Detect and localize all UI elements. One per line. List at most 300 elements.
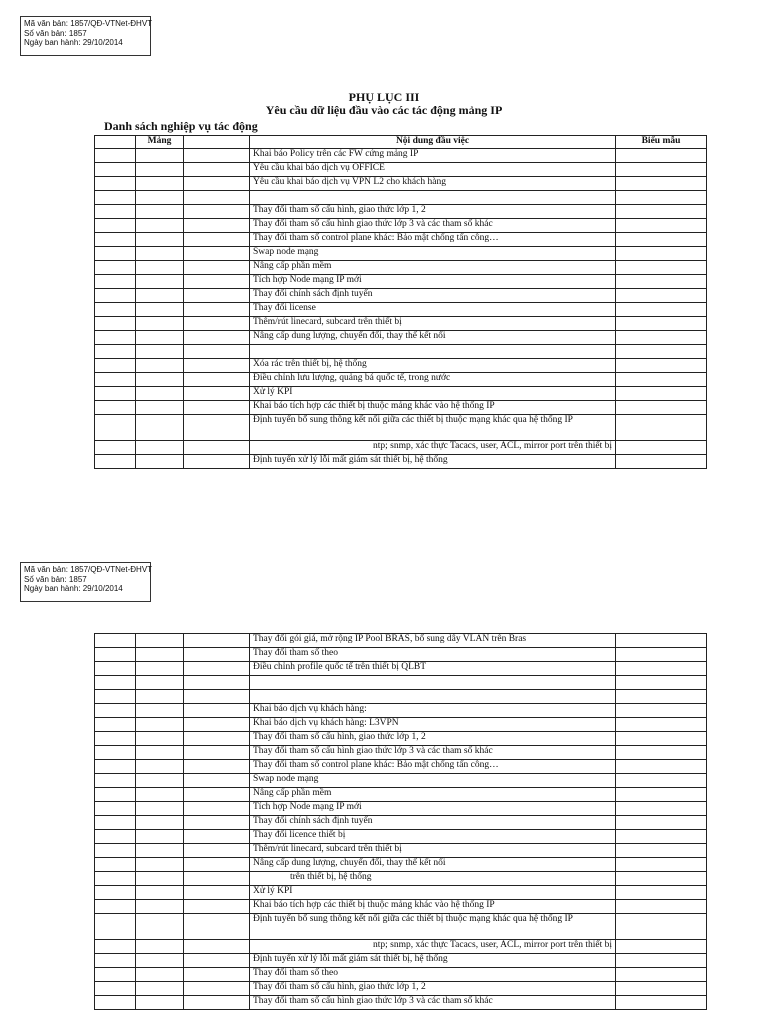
empty-cell: [136, 914, 184, 940]
table-row: [95, 746, 707, 760]
empty-cell: [95, 441, 136, 455]
document-number: Số văn bản: 1857: [24, 574, 87, 584]
table-row: [95, 996, 707, 1010]
table-row: [95, 704, 707, 718]
table-row: [95, 317, 707, 331]
empty-cell: [184, 205, 250, 219]
table-row: [95, 359, 707, 373]
empty-cell: [95, 954, 136, 968]
task-cell: Định tuyến xử lý lỗi mất giám sát thiết bị, hệ thống: [250, 954, 616, 968]
task-cell: Swap node mạng: [250, 247, 616, 261]
task-cell: Thay đổi tham số theo: [250, 968, 616, 982]
table-row: [95, 373, 707, 387]
column-header: [95, 136, 136, 149]
empty-cell: [616, 401, 707, 415]
task-cell: Khai báo tích hợp các thiết bị thuộc mảng khác vào hệ thống IP: [250, 900, 616, 914]
empty-cell: [136, 359, 184, 373]
empty-cell: [184, 455, 250, 469]
empty-cell: [136, 373, 184, 387]
empty-cell: [136, 982, 184, 996]
task-table-page-1: [94, 135, 707, 469]
empty-cell: [95, 844, 136, 858]
empty-cell: [95, 816, 136, 830]
empty-cell: [616, 233, 707, 247]
empty-cell: [95, 872, 136, 886]
empty-cell: [136, 163, 184, 177]
empty-cell: [184, 233, 250, 247]
empty-cell: [95, 401, 136, 415]
task-cell: Định tuyến bổ sung thông kết nối giữa các thiết bị thuộc mạng khác qua hệ thống IP: [250, 914, 616, 940]
table-row: [95, 261, 707, 275]
empty-cell: [616, 858, 707, 872]
empty-cell: [184, 149, 250, 163]
empty-cell: [616, 275, 707, 289]
empty-cell: [184, 303, 250, 317]
task-cell: Thay đổi licence thiết bị: [250, 830, 616, 844]
empty-cell: [136, 732, 184, 746]
empty-cell: [184, 401, 250, 415]
table-row: [95, 676, 707, 690]
empty-cell: [95, 387, 136, 401]
empty-cell: [616, 289, 707, 303]
empty-cell: [136, 247, 184, 261]
table-row: [95, 954, 707, 968]
empty-cell: [95, 345, 136, 359]
empty-cell: [616, 149, 707, 163]
empty-cell: [136, 774, 184, 788]
empty-cell: [616, 732, 707, 746]
empty-cell: [616, 802, 707, 816]
empty-cell: [95, 914, 136, 940]
task-cell: Thay đổi gói giá, mở rộng IP Pool BRAS, bổ sung dây VLAN trên Bras: [250, 634, 616, 648]
empty-cell: [184, 886, 250, 900]
empty-cell: [95, 359, 136, 373]
section-title: Danh sách nghiệp vụ tác động: [104, 119, 258, 133]
table-row: [95, 401, 707, 415]
empty-cell: [136, 662, 184, 676]
column-header-noi-dung: Nội dung đầu việc: [250, 136, 616, 149]
empty-cell: [616, 317, 707, 331]
empty-cell: [95, 275, 136, 289]
empty-cell: [184, 331, 250, 345]
empty-cell: [616, 746, 707, 760]
task-cell: [250, 676, 616, 690]
empty-cell: [136, 233, 184, 247]
task-cell: Khai báo dịch vụ khách hàng:: [250, 704, 616, 718]
document-code: Mã văn bản: 1857/QĐ-VTNet-ĐHVT: [24, 19, 153, 28]
empty-cell: [136, 746, 184, 760]
empty-cell: [184, 774, 250, 788]
table-row: [95, 331, 707, 345]
empty-cell: [184, 359, 250, 373]
table-row: [95, 387, 707, 401]
appendix-subtitle: Yêu cầu dữ liệu đầu vào các tác động mảng IP: [265, 103, 503, 117]
empty-cell: [616, 205, 707, 219]
table-row: [95, 648, 707, 662]
empty-cell: [95, 177, 136, 191]
empty-cell: [136, 261, 184, 275]
empty-cell: [616, 373, 707, 387]
document-number: Số văn bản: 1857: [24, 28, 87, 38]
empty-cell: [616, 415, 707, 441]
empty-cell: [616, 634, 707, 648]
task-cell: Thay đổi tham số control plane khác: Bảo mật chống tấn công…: [250, 233, 616, 247]
empty-cell: [136, 760, 184, 774]
empty-cell: [616, 331, 707, 345]
task-cell: Khai báo tích hợp các thiết bị thuộc mảng khác vào hệ thống IP: [250, 401, 616, 415]
empty-cell: [616, 954, 707, 968]
task-cell: ntp; snmp, xác thực Tacacs, user, ACL, mirror port trên thiết bị: [250, 441, 616, 455]
table-row: [95, 982, 707, 996]
task-cell: Thay đổi tham số theo: [250, 648, 616, 662]
empty-cell: [184, 191, 250, 205]
table-row: [95, 149, 707, 163]
task-cell: Thêm/rút linecard, subcard trên thiết bị: [250, 317, 616, 331]
empty-cell: [184, 914, 250, 940]
table-row: [95, 858, 707, 872]
empty-cell: [136, 788, 184, 802]
empty-cell: [136, 940, 184, 954]
task-cell: Thay đổi license: [250, 303, 616, 317]
empty-cell: [616, 760, 707, 774]
task-cell: Điều chỉnh lưu lượng, quảng bá quốc tế, trong nước: [250, 373, 616, 387]
table-row: [95, 247, 707, 261]
table-row: [95, 872, 707, 886]
empty-cell: [95, 900, 136, 914]
empty-cell: [616, 816, 707, 830]
empty-cell: [184, 732, 250, 746]
task-cell: Tích hợp Node mạng IP mới: [250, 802, 616, 816]
empty-cell: [616, 886, 707, 900]
table-row: [95, 690, 707, 704]
empty-cell: [184, 634, 250, 648]
empty-cell: [616, 718, 707, 732]
empty-cell: [95, 940, 136, 954]
empty-cell: [616, 177, 707, 191]
table-row: [95, 662, 707, 676]
table-row: [95, 455, 707, 469]
empty-cell: [616, 844, 707, 858]
empty-cell: [184, 676, 250, 690]
task-cell: Nâng cấp dung lượng, chuyển đổi, thay thế kết nối: [250, 858, 616, 872]
empty-cell: [616, 163, 707, 177]
empty-cell: [95, 802, 136, 816]
empty-cell: [95, 830, 136, 844]
empty-cell: [616, 345, 707, 359]
empty-cell: [184, 247, 250, 261]
table-row: [95, 219, 707, 233]
task-cell: Xử lý KPI: [250, 387, 616, 401]
table-row: [95, 718, 707, 732]
task-cell: Khai báo dịch vụ khách hàng: L3VPN: [250, 718, 616, 732]
empty-cell: [616, 968, 707, 982]
empty-cell: [136, 455, 184, 469]
empty-cell: [616, 996, 707, 1010]
table-row: [95, 345, 707, 359]
empty-cell: [136, 886, 184, 900]
table-row: [95, 177, 707, 191]
empty-cell: [616, 191, 707, 205]
empty-cell: [184, 648, 250, 662]
empty-cell: [136, 648, 184, 662]
empty-cell: [184, 177, 250, 191]
empty-cell: [184, 844, 250, 858]
table-row: [95, 289, 707, 303]
empty-cell: [616, 261, 707, 275]
task-cell: Thêm/rút linecard, subcard trên thiết bị: [250, 844, 616, 858]
empty-cell: [95, 191, 136, 205]
empty-cell: [616, 219, 707, 233]
table-row: [95, 732, 707, 746]
empty-cell: [616, 774, 707, 788]
appendix-title: PHỤ LỤC III: [348, 90, 420, 104]
empty-cell: [616, 690, 707, 704]
empty-cell: [184, 163, 250, 177]
empty-cell: [95, 858, 136, 872]
empty-cell: [184, 662, 250, 676]
empty-cell: [136, 996, 184, 1010]
empty-cell: [184, 345, 250, 359]
empty-cell: [184, 996, 250, 1010]
empty-cell: [136, 219, 184, 233]
task-cell: [250, 191, 616, 205]
empty-cell: [184, 830, 250, 844]
table-row: [95, 788, 707, 802]
empty-cell: [136, 954, 184, 968]
task-cell: [250, 345, 616, 359]
empty-cell: [136, 415, 184, 441]
task-cell: Nâng cấp phần mềm: [250, 788, 616, 802]
task-cell: Swap node mạng: [250, 774, 616, 788]
empty-cell: [184, 900, 250, 914]
empty-cell: [95, 373, 136, 387]
empty-cell: [184, 746, 250, 760]
empty-cell: [95, 289, 136, 303]
table-row: [95, 205, 707, 219]
empty-cell: [136, 900, 184, 914]
table-row: [95, 441, 707, 455]
empty-cell: [136, 275, 184, 289]
empty-cell: [136, 441, 184, 455]
table-row: [95, 191, 707, 205]
empty-cell: [95, 704, 136, 718]
empty-cell: [136, 205, 184, 219]
empty-cell: [616, 982, 707, 996]
empty-cell: [616, 387, 707, 401]
empty-cell: [95, 690, 136, 704]
task-cell: ntp; snmp, xác thực Tacacs, user, ACL, mirror port trên thiết bị: [250, 940, 616, 954]
empty-cell: [184, 982, 250, 996]
empty-cell: [136, 816, 184, 830]
empty-cell: [616, 830, 707, 844]
task-cell: Thay đổi tham số cấu hình, giao thức lớp 1, 2: [250, 732, 616, 746]
task-cell: [250, 690, 616, 704]
empty-cell: [616, 676, 707, 690]
empty-cell: [184, 872, 250, 886]
column-header-bieu-mau: Biểu mẫu: [616, 136, 707, 149]
table-row: [95, 844, 707, 858]
table-row: [95, 886, 707, 900]
empty-cell: [184, 718, 250, 732]
empty-cell: [95, 760, 136, 774]
empty-cell: [95, 732, 136, 746]
empty-cell: [136, 317, 184, 331]
table-row: [95, 940, 707, 954]
empty-cell: [95, 886, 136, 900]
table-row: [95, 816, 707, 830]
empty-cell: [95, 303, 136, 317]
column-header: [184, 136, 250, 149]
task-cell: Tích hợp Node mạng IP mới: [250, 275, 616, 289]
empty-cell: [184, 760, 250, 774]
task-cell: Thay đổi chính sách định tuyến: [250, 816, 616, 830]
task-cell: Khai báo Policy trên các FW cứng mảng IP: [250, 149, 616, 163]
empty-cell: [136, 345, 184, 359]
empty-cell: [184, 373, 250, 387]
empty-cell: [95, 662, 136, 676]
empty-cell: [95, 774, 136, 788]
empty-cell: [95, 788, 136, 802]
task-cell: Yêu cầu khai báo dịch vụ VPN L2 cho khách hàng: [250, 177, 616, 191]
empty-cell: [136, 872, 184, 886]
document-info-box: [20, 562, 151, 602]
table-row: [95, 303, 707, 317]
empty-cell: [136, 676, 184, 690]
task-table-page-2: [94, 633, 707, 1010]
empty-cell: [136, 303, 184, 317]
empty-cell: [184, 704, 250, 718]
empty-cell: [95, 996, 136, 1010]
task-cell: Nâng cấp phần mềm: [250, 261, 616, 275]
table-row: [95, 900, 707, 914]
empty-cell: [95, 331, 136, 345]
task-cell: Thay đổi tham số control plane khác: Bảo mật chống tấn công…: [250, 760, 616, 774]
empty-cell: [184, 690, 250, 704]
empty-cell: [95, 982, 136, 996]
empty-cell: [616, 914, 707, 940]
task-cell: Thay đổi tham số cấu hình giao thức lớp 3 và các tham số khác: [250, 219, 616, 233]
empty-cell: [136, 634, 184, 648]
table-row: [95, 415, 707, 441]
empty-cell: [616, 788, 707, 802]
empty-cell: [184, 954, 250, 968]
issue-date: Ngày ban hành: 29/10/2014: [24, 38, 123, 47]
empty-cell: [95, 634, 136, 648]
empty-cell: [184, 387, 250, 401]
table-row: [95, 774, 707, 788]
empty-cell: [136, 387, 184, 401]
empty-cell: [616, 455, 707, 469]
empty-cell: [136, 718, 184, 732]
table-row: [95, 275, 707, 289]
task-cell: Định tuyến xử lý lỗi mất giám sát thiết bị, hệ thống: [250, 455, 616, 469]
empty-cell: [136, 802, 184, 816]
empty-cell: [616, 648, 707, 662]
empty-cell: [136, 844, 184, 858]
empty-cell: [136, 149, 184, 163]
table-row: [95, 830, 707, 844]
empty-cell: [136, 690, 184, 704]
task-cell: Xử lý KPI: [250, 886, 616, 900]
task-cell: Thay đổi tham số cấu hình giao thức lớp 3 và các tham số khác: [250, 746, 616, 760]
empty-cell: [184, 415, 250, 441]
empty-cell: [95, 676, 136, 690]
empty-cell: [95, 163, 136, 177]
empty-cell: [616, 662, 707, 676]
empty-cell: [184, 940, 250, 954]
empty-cell: [136, 177, 184, 191]
empty-cell: [136, 704, 184, 718]
task-cell: Thay đổi tham số cấu hình giao thức lớp 3 và các tham số khác: [250, 996, 616, 1010]
empty-cell: [95, 968, 136, 982]
task-cell: Thay đổi tham số cấu hình, giao thức lớp 1, 2: [250, 982, 616, 996]
empty-cell: [136, 401, 184, 415]
empty-cell: [136, 830, 184, 844]
empty-cell: [136, 858, 184, 872]
empty-cell: [184, 317, 250, 331]
empty-cell: [95, 648, 136, 662]
empty-cell: [95, 149, 136, 163]
empty-cell: [184, 788, 250, 802]
empty-cell: [184, 441, 250, 455]
task-cell: Thay đổi tham số cấu hình, giao thức lớp 1, 2: [250, 205, 616, 219]
empty-cell: [616, 900, 707, 914]
task-cell: Điều chỉnh profile quốc tế trên thiết bị QLBT: [250, 662, 616, 676]
empty-cell: [184, 275, 250, 289]
task-cell: Định tuyến bổ sung thông kết nối giữa các thiết bị thuộc mạng khác qua hệ thống IP: [250, 415, 616, 441]
empty-cell: [616, 359, 707, 373]
empty-cell: [616, 441, 707, 455]
table-row: [95, 233, 707, 247]
table-row: [95, 760, 707, 774]
empty-cell: [95, 261, 136, 275]
empty-cell: [95, 317, 136, 331]
column-header-mang: Mảng: [136, 136, 184, 149]
empty-cell: [136, 289, 184, 303]
empty-cell: [184, 968, 250, 982]
empty-cell: [616, 303, 707, 317]
empty-cell: [184, 858, 250, 872]
empty-cell: [95, 718, 136, 732]
empty-cell: [136, 968, 184, 982]
empty-cell: [95, 233, 136, 247]
table-row: [95, 634, 707, 648]
empty-cell: [616, 940, 707, 954]
task-cell: Yêu cầu khai báo dịch vụ OFFICE: [250, 163, 616, 177]
document-code: Mã văn bản: 1857/QĐ-VTNet-ĐHVT: [24, 565, 153, 574]
task-cell: Xóa rác trên thiết bị, hệ thống: [250, 359, 616, 373]
table-row: [95, 914, 707, 940]
empty-cell: [184, 289, 250, 303]
table-row: [95, 163, 707, 177]
empty-cell: [616, 704, 707, 718]
task-cell: Nâng cấp dung lượng, chuyển đổi, thay thế kết nối: [250, 331, 616, 345]
empty-cell: [136, 191, 184, 205]
table-header-row: [95, 136, 707, 149]
empty-cell: [184, 802, 250, 816]
task-cell: trên thiết bị, hệ thống: [250, 872, 616, 886]
empty-cell: [95, 219, 136, 233]
empty-cell: [95, 247, 136, 261]
empty-cell: [184, 219, 250, 233]
empty-cell: [136, 331, 184, 345]
empty-cell: [184, 816, 250, 830]
task-cell: Thay đổi chính sách định tuyến: [250, 289, 616, 303]
empty-cell: [95, 415, 136, 441]
empty-cell: [616, 247, 707, 261]
issue-date: Ngày ban hành: 29/10/2014: [24, 584, 123, 593]
document-info-box: [20, 16, 151, 56]
